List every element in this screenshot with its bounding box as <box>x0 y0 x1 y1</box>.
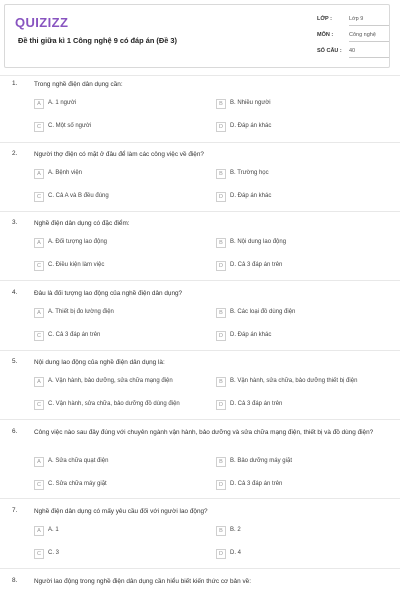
option-text: C. Một số người <box>48 123 92 129</box>
option-c[interactable] <box>34 261 204 273</box>
option-letter-box: A <box>34 238 44 248</box>
option-letter-box: D <box>216 400 226 410</box>
question-text: Người thợ điện có mặt ở đâu để làm các công việc về điện? <box>34 151 204 158</box>
question-text: Trong nghề điện dân dụng cần: <box>34 81 123 88</box>
option-letter-box: C <box>34 549 44 559</box>
option-text: A. Thiết bị đo lường điện <box>48 309 114 315</box>
option-b[interactable] <box>216 169 386 181</box>
option-text: D. Cả 3 đáp án trên <box>230 481 283 487</box>
meta-label: MÔN : <box>317 32 334 38</box>
worksheet-title: Đề thi giữa kì 1 Công nghệ 9 có đáp án (Đề 3) <box>18 36 177 45</box>
option-text: D. Đáp án khác <box>230 193 272 199</box>
option-b[interactable] <box>216 457 386 469</box>
option-text: A. 1 người <box>48 100 77 106</box>
option-text: D. Đáp án khác <box>230 123 272 129</box>
option-text: D. 4 <box>230 550 242 556</box>
divider <box>0 75 400 76</box>
option-a[interactable] <box>34 457 204 469</box>
option-letter-box: B <box>216 308 226 318</box>
question-text: Người lao động trong nghề điện dân dụng cần hiểu biết kiến thức cơ bản về: <box>34 578 251 585</box>
option-d[interactable] <box>216 480 386 492</box>
option-letter-box: C <box>34 122 44 132</box>
divider <box>0 498 400 499</box>
meta-row-class <box>317 15 387 31</box>
option-text: B. Trường học <box>230 170 269 176</box>
option-text: B. 2 <box>230 527 241 533</box>
divider <box>0 211 400 212</box>
option-b[interactable] <box>216 377 386 389</box>
question-number: 7. <box>12 507 18 514</box>
meta-row-subject <box>317 31 387 47</box>
meta-label: LỚP : <box>317 16 332 22</box>
divider <box>0 419 400 420</box>
option-text: C. Cả A và B đều đúng <box>48 193 109 199</box>
option-letter-box: A <box>34 169 44 179</box>
option-text: A. Vận hành, bảo dưỡng, sửa chữa mạng điện <box>48 378 173 384</box>
option-letter-box: C <box>34 480 44 490</box>
option-c[interactable] <box>34 549 204 561</box>
meta-row-question-count <box>317 47 387 63</box>
option-c[interactable] <box>34 122 204 134</box>
option-letter-box: C <box>34 400 44 410</box>
meta-value: Công nghệ <box>349 32 389 42</box>
divider <box>0 350 400 351</box>
option-letter-box: D <box>216 192 226 202</box>
option-letter-box: B <box>216 238 226 248</box>
option-letter-box: D <box>216 261 226 271</box>
option-b[interactable] <box>216 238 386 250</box>
option-text: B. Nhiều người <box>230 100 271 106</box>
option-text: A. Bệnh viện <box>48 170 83 176</box>
option-d[interactable] <box>216 331 386 343</box>
option-text: A. Đối tượng lao động <box>48 239 107 245</box>
question-number: 4. <box>12 289 18 296</box>
option-letter-box: B <box>216 377 226 387</box>
option-d[interactable] <box>216 192 386 204</box>
option-text: B. Vận hành, sửa chữa, bảo dưỡng thiết bị điện <box>230 378 358 384</box>
option-c[interactable] <box>34 480 204 492</box>
option-letter-box: C <box>34 192 44 202</box>
option-text: C. Điều kiện làm việc <box>48 262 105 268</box>
option-text: A. 1 <box>48 527 59 533</box>
question-number: 2. <box>12 150 18 157</box>
meta-value: Lớp 9 <box>349 16 389 26</box>
option-letter-box: B <box>216 457 226 467</box>
divider <box>0 142 400 143</box>
option-letter-box: A <box>34 377 44 387</box>
option-text: C. Vận hành, sửa chữa, bảo dưỡng đồ dùng điện <box>48 401 180 407</box>
option-letter-box: A <box>34 526 44 536</box>
option-c[interactable] <box>34 192 204 204</box>
option-a[interactable] <box>34 308 204 320</box>
option-a[interactable] <box>34 526 204 538</box>
option-letter-box: D <box>216 480 226 490</box>
option-d[interactable] <box>216 261 386 273</box>
option-d[interactable] <box>216 549 386 561</box>
option-letter-box: A <box>34 308 44 318</box>
question-number: 5. <box>12 358 18 365</box>
option-a[interactable] <box>34 169 204 181</box>
option-a[interactable] <box>34 99 204 111</box>
question-text: Công việc nào sau đây đúng với chuyên ngành vận hành, bảo dưỡng và sửa chữa mạng điện, thiết bị và đồ dùng điện? <box>34 429 374 436</box>
worksheet-meta <box>317 15 387 63</box>
option-text: D. Cả 3 đáp án trên <box>230 401 283 407</box>
option-c[interactable] <box>34 331 204 343</box>
option-letter-box: D <box>216 549 226 559</box>
question-text: Đâu là đối tượng lao động của nghề điện dân dụng? <box>34 290 183 297</box>
option-b[interactable] <box>216 99 386 111</box>
option-text: B. Nội dung lao động <box>230 239 287 245</box>
divider <box>0 280 400 281</box>
question-text: Nội dung lao động của nghề điện dân dụng là: <box>34 359 165 366</box>
option-letter-box: D <box>216 331 226 341</box>
question-number: 3. <box>12 219 18 226</box>
option-a[interactable] <box>34 377 204 389</box>
option-letter-box: B <box>216 169 226 179</box>
quizizz-logo: QUIZIZZ <box>15 15 69 30</box>
meta-label: SỐ CÂU : <box>317 48 342 54</box>
option-letter-box: A <box>34 457 44 467</box>
option-d[interactable] <box>216 122 386 134</box>
question-number: 6. <box>12 428 18 435</box>
option-letter-box: A <box>34 99 44 109</box>
option-letter-box: D <box>216 122 226 132</box>
option-letter-box: C <box>34 331 44 341</box>
option-text: C. Cả 3 đáp án trên <box>48 332 101 338</box>
option-c[interactable] <box>34 400 204 412</box>
question-number: 1. <box>12 80 18 87</box>
option-text: C. 3 <box>48 550 60 556</box>
option-letter-box: B <box>216 99 226 109</box>
option-d[interactable] <box>216 400 386 412</box>
meta-value: 40 <box>349 48 389 58</box>
option-b[interactable] <box>216 526 386 538</box>
option-text: D. Cả 3 đáp án trên <box>230 262 283 268</box>
question-text: Nghề điện dân dụng có mấy yêu cầu đối với người lao động? <box>34 508 208 515</box>
option-text: D. Đáp án khác <box>230 332 272 338</box>
option-text: A. Sửa chữa quạt điện <box>48 458 109 464</box>
option-text: C. Sửa chữa máy giặt <box>48 481 107 487</box>
divider <box>0 568 400 569</box>
question-text: Nghề điện dân dụng có đặc điểm: <box>34 220 130 227</box>
option-letter-box: B <box>216 526 226 536</box>
question-number: 8. <box>12 577 18 584</box>
option-text: B. Bảo dưỡng máy giặt <box>230 458 292 464</box>
option-text: B. Các loại đồ dùng điện <box>230 309 296 315</box>
option-a[interactable] <box>34 238 204 250</box>
option-letter-box: C <box>34 261 44 271</box>
option-b[interactable] <box>216 308 386 320</box>
worksheet-header <box>4 4 390 68</box>
